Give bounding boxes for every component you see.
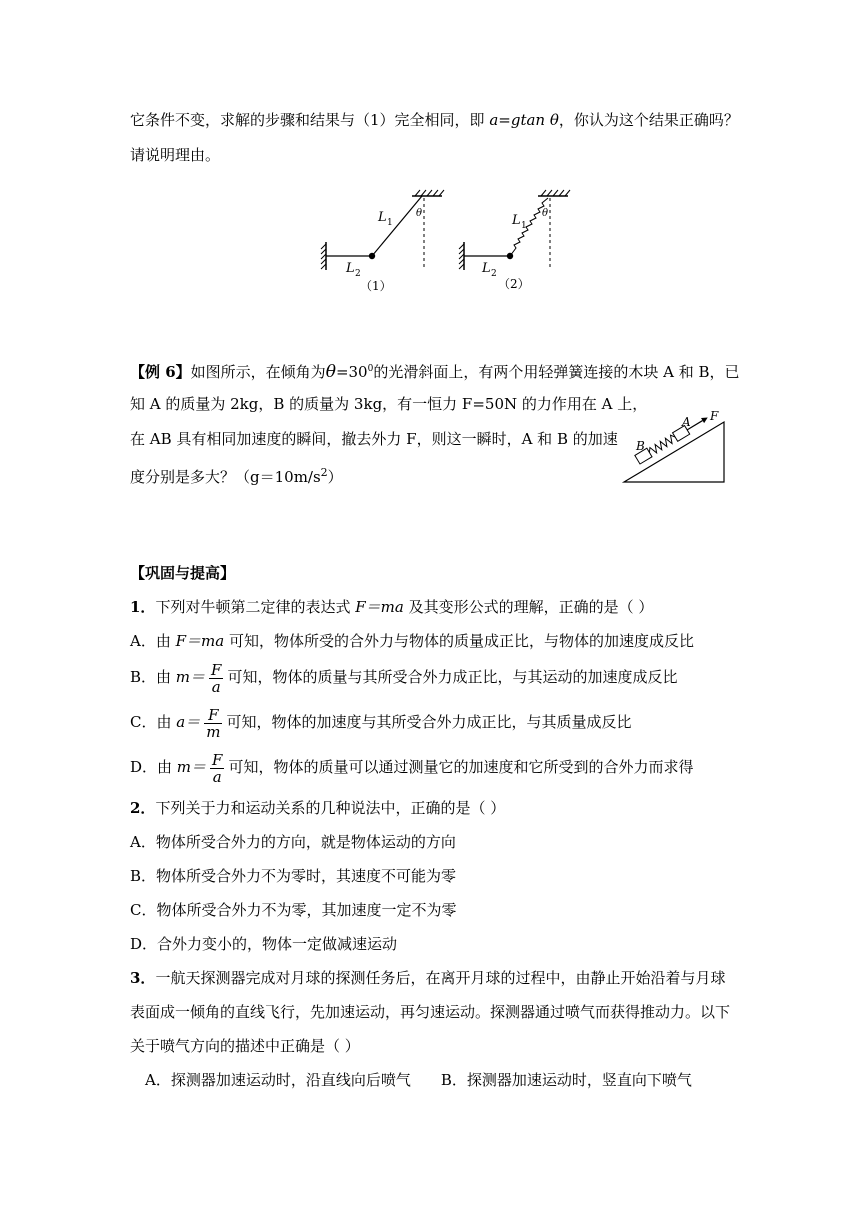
fraction-denominator: a [212,767,222,786]
example6-tag: 【例 6】 [130,363,191,381]
option-text: 可知，物体的质量可以通过测量它的加速度和它所受到的合外力而求得 [228,758,694,776]
example6-line-1 [130,358,740,383]
theta-symbol: θ [325,362,336,382]
formula-lhs: a＝ [176,713,201,731]
example6-text-4: 度分别是多大？（g＝10m/s [130,468,321,486]
superscript-2: 2 [320,466,328,479]
q1-formula: F＝ma [355,598,404,616]
angle-value: =30 [335,363,368,381]
q2-number: 2． [130,799,156,817]
option-formula: F＝ma [175,632,225,650]
label-L1: L [378,210,387,225]
fraction [210,752,224,785]
q1-option-d[interactable] [130,746,693,788]
label-A: A [682,415,691,429]
label-F: F [710,409,719,423]
label-L2-sub-2: 2 [491,269,497,279]
example6-line-2 [130,393,647,415]
intro-text: 它条件不变，求解的步骤和结果与（1）完全相同，即 [130,111,490,129]
intro-text-post: ，你认为这个结果正确吗？ [558,111,739,129]
label-L1-sub: 1 [387,218,393,228]
label-theta: θ [416,208,423,219]
q3-line-1 [130,967,725,989]
caption-2: （2） [498,277,530,291]
intro-text-2: 请说明理由。 [130,146,221,164]
option-label: B．由 [130,668,176,686]
option-text: 可知，物体所受的合外力与物体的质量成正比，与物体的加速度成反比 [224,632,694,650]
label-L2: L [346,261,355,276]
label-L1-2: L [512,213,521,228]
diagram-2 [459,190,570,291]
q3-line-3: 关于喷气方向的描述中正确是（ ） [130,1037,360,1055]
label-L2-2: L [482,261,491,276]
fraction-numerator: F [204,707,222,724]
q1-option-c[interactable] [130,701,631,743]
example6-text-4-post: ） [327,468,343,486]
degree-mark: 0 [367,364,374,374]
intro-line-1 [130,109,739,131]
q2-option-c[interactable]: C．物体所受合外力不为零，其加速度一定不为零 [130,901,457,919]
fraction-denominator: a [211,677,221,696]
q1-option-a[interactable] [130,630,694,652]
figure-incline [620,404,730,486]
option-label: D．由 [130,758,177,776]
example6-line-4 [130,462,343,488]
section-title: 【巩固与提高】 [130,564,236,582]
q2-option-a[interactable]: A．物体所受合外力的方向，就是物体运动的方向 [130,833,456,851]
q2-stem [130,797,505,819]
label-L2-sub: 2 [355,269,361,279]
q2-text: 下列关于力和运动关系的几种说法中，正确的是（ ） [155,799,506,817]
q3-line-2: 表面成一倾角的直线飞行，先加速运动，再匀速运动。探测器通过喷气而获得推动力。以下 [130,1003,731,1021]
example6-text-post: 的光滑斜面上，有两个用轻弹簧连接的木块 A 和 B，已 [373,363,740,381]
q2-option-d[interactable]: D．合外力变小的，物体一定做减速运动 [130,935,398,953]
example6-line-3 [130,428,618,450]
q3-text-1: 一航天探测器完成对月球的探测任务后，在离开月球的过程中，由静止开始沿着与月球 [155,969,726,987]
q3-option-b[interactable]: B．探测器加速运动时，竖直向下喷气 [440,1071,692,1089]
fraction [204,707,222,740]
caption-1: （1） [360,279,392,293]
formula-lhs: m＝ [176,758,207,776]
option-label: A．由 [130,632,176,650]
q3-options-row [145,1069,692,1091]
label-B: B [636,439,645,453]
label-theta-2: θ [542,208,549,219]
fraction [209,662,223,695]
diagram-1 [321,190,444,293]
fraction-numerator: F [212,750,223,769]
fraction-denominator: m [206,722,221,741]
option-text: 可知，物体的质量与其所受合外力成正比，与其运动的加速度成反比 [227,668,678,686]
q1-text-post: 及其变形公式的理解，正确的是（ ） [403,598,654,616]
example6-text: 如图所示，在倾角为 [190,363,326,381]
q1-text: 下列对牛顿第二定律的表达式 [155,598,356,616]
q1-option-b[interactable] [130,656,677,698]
figure-pendulums [318,186,578,298]
formula-lhs: m＝ [175,668,206,686]
example6-text-2: 知 A 的质量为 2kg，B 的质量为 3kg，有一恒力 F=50N 的力作用在 A 上， [130,395,648,413]
fraction-numerator: F [211,660,222,679]
q3-number: 3． [130,969,156,987]
intro-line-2 [130,144,220,166]
option-label: C．由 [130,713,177,731]
q3-option-a[interactable]: A．探测器加速运动时，沿直线向后喷气 [145,1071,411,1089]
label-L1-sub-2: 1 [521,221,527,231]
option-text: 可知，物体的加速度与其所受合外力成正比，与其质量成反比 [226,713,632,731]
q1-stem [130,596,653,618]
formula-a-gtan: a=gtan θ [489,111,559,129]
q2-option-b[interactable]: B．物体所受合外力不为零时，其速度不可能为零 [130,867,457,885]
q1-number: 1． [130,598,156,616]
example6-text-3: 在 AB 具有相同加速度的瞬间，撤去外力 F，则这一瞬时，A 和 B 的加速 [130,430,618,448]
